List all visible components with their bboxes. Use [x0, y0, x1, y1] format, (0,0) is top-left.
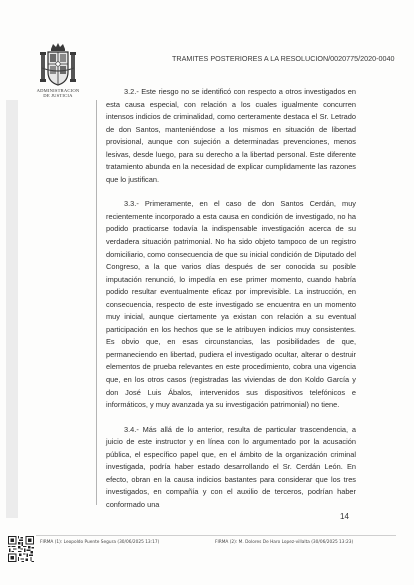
case-reference: TRAMITES POSTERIORES A LA RESOLUCION/0020775/2020-0040	[172, 54, 395, 63]
emblem-caption-line2: DE JUSTICIA	[43, 93, 73, 98]
coat-of-arms-icon	[38, 42, 78, 88]
qr-code-icon	[8, 536, 34, 562]
margin-rule	[96, 100, 97, 505]
paragraph-3-4: 3.4.- Más allá de lo anterior, resulta de particular trascendencia, a juicio de este instructor y en línea con lo argumentado por la acusación pública, el específico papel que, en el ámbito de la organización criminal investigada, podría haber estado desarrollando el Sr. Cerdán León. En efecto, obran en la causa indicios bastantes para considerar que los tres investigados, en compañía y con el auxilio de terceros, podrían haber conformado una	[106, 424, 356, 509]
document-body	[106, 86, 356, 512]
footer-rule	[36, 535, 396, 536]
page-number: 14	[340, 512, 349, 521]
emblem-caption	[28, 88, 88, 98]
emblem-caption-line1: ADMINISTRACION	[36, 88, 80, 93]
margin-strip	[6, 100, 18, 518]
signature-2: FIRMA (2): M. Dolores De Haro Lopez-villalta (30/06/2025 13:23)	[215, 540, 354, 545]
paragraph-3-2: 3.2.- Este riesgo no se identificó con respecto a otros investigados en esta causa especial, con relación a los cuales igualmente concurren intensos indicios de criminalidad, como certeramente destaca el Sr. Letrado de don Santos, manteniéndose a los mismos en situación de libertad provisional, aunque con sujeción a determinadas prevenciones, menos lesivas, desde luego, para su derecho a la libertad personal. Este diferente tratamiento abunda en la necesidad de explicar cumplidamente las razones que lo justifican.	[106, 87, 356, 184]
signature-1: FIRMA (1): Leopoldo Puente Segura (30/06/2025 13:17)	[40, 540, 160, 545]
paragraph-3-3: 3.3.- Primeramente, en el caso de don Santos Cerdán, muy recientemente incorporado a esta causa en condición de investigado, no ha podido practicarse todavía la indispensable investigación acerca de su verdadera situación patrimonial. No ha sido objeto tampoco de un registro domiciliario, como consecuencia de que su inicial condición de Diputado del Congreso, a la que varios días después de ser conocida su posible imputación renunció, lo impedía en ese primer momento, cuando habría podido resultar eventualmente eficaz por imprevisible. La instrucción, en consecuencia, respecto de este investigado se encuentra en un momento muy inicial, aunque ciertamente ya existan con relación a su eventual participación en los hechos que se le atribuyen indicios muy consistentes. Es obvio que, en esas circunstancias, las posibilidades de que, permaneciendo en libertad, pudiera el investigado ocultar, alterar o destruir elementos de prueba relevantes en este procedimiento, cobra una vigencia que, en los otros casos (registradas las viviendas de don Koldo García y don José Luis Ábalos, intervenidos sus dispositivos telefónicos e informáticos, y muy avanzada ya su investigación patrimonial) no tiene.	[106, 199, 356, 410]
